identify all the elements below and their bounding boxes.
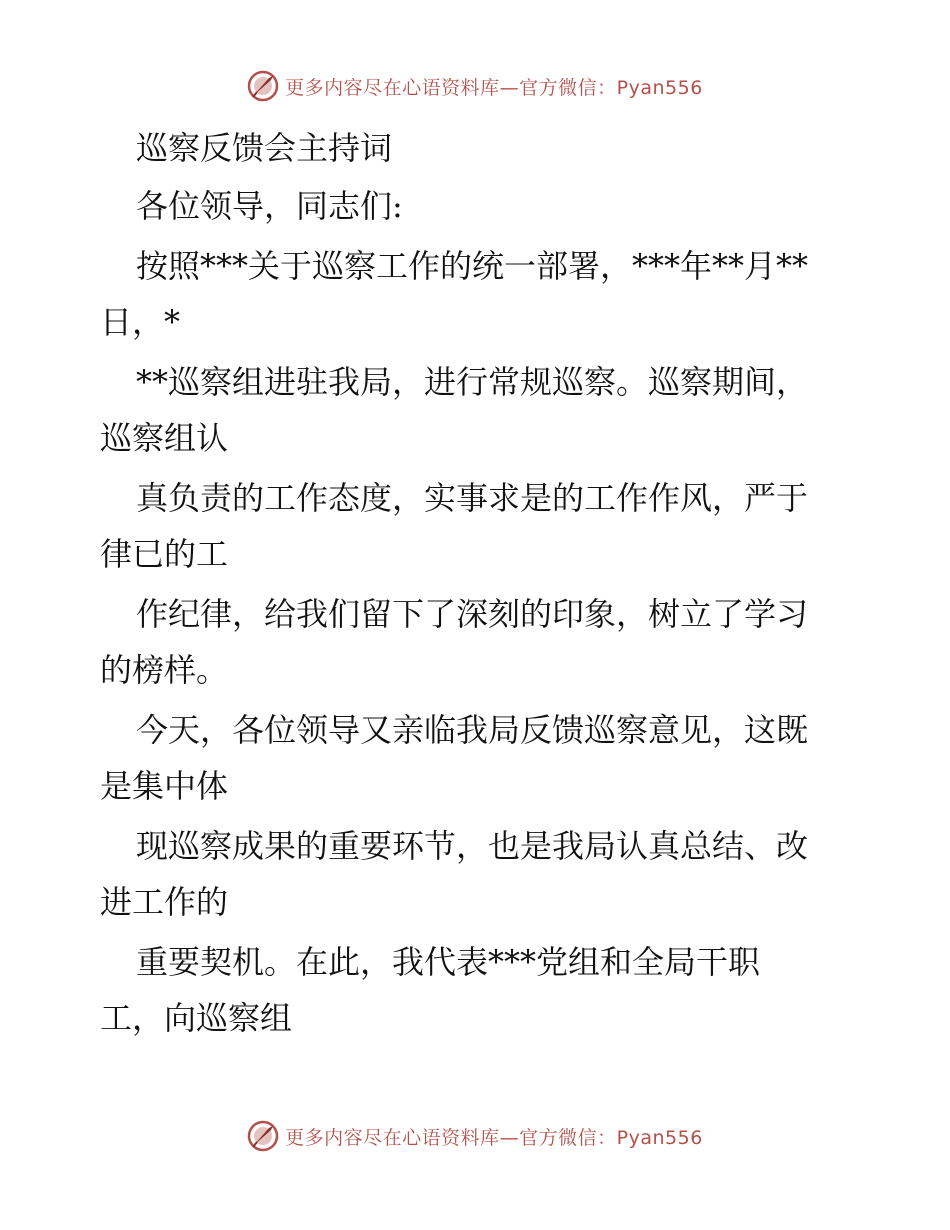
header-banner [0, 70, 950, 102]
paragraph-line: 作纪律，给我们留下了深刻的印象，树立了学习 [136, 595, 809, 633]
footer-banner [0, 1120, 950, 1152]
banner-text: 更多内容尽在心语资料库—官方微信：Pyan556 [285, 76, 703, 99]
paragraph-line: 巡察组认 [100, 419, 229, 457]
paragraph-line: 重要契机。在此，我代表***党组和全局干职 [136, 943, 761, 981]
paragraph-line: 真负责的工作态度，实事求是的工作作风，严于 [136, 479, 809, 517]
quill-logo-icon [247, 1120, 279, 1152]
paragraph-line: 是集中体 [100, 767, 229, 805]
document-title: 巡察反馈会主持词 [136, 129, 393, 167]
paragraph-line: 律已的工 [100, 535, 229, 573]
paragraph-line: 工，向巡察组 [100, 999, 293, 1037]
paragraph-line: 的榜样。 [100, 651, 229, 689]
paragraph-line: 按照***关于巡察工作的统一部署，***年**月** [136, 247, 809, 285]
salutation: 各位领导，同志们: [136, 187, 403, 225]
quill-logo-icon [247, 70, 279, 102]
footer-banner-text: 更多内容尽在心语资料库—官方微信：Pyan556 [285, 1126, 703, 1149]
paragraph-line: **巡察组进驻我局，进行常规巡察。巡察期间， [136, 363, 809, 401]
paragraph-line: 进工作的 [100, 883, 229, 921]
paragraph-line: 现巡察成果的重要环节，也是我局认真总结、改 [136, 827, 809, 865]
paragraph-line: 今天，各位领导又亲临我局反馈巡察意见，这既 [136, 711, 809, 749]
paragraph-line: 日，* [100, 303, 181, 341]
